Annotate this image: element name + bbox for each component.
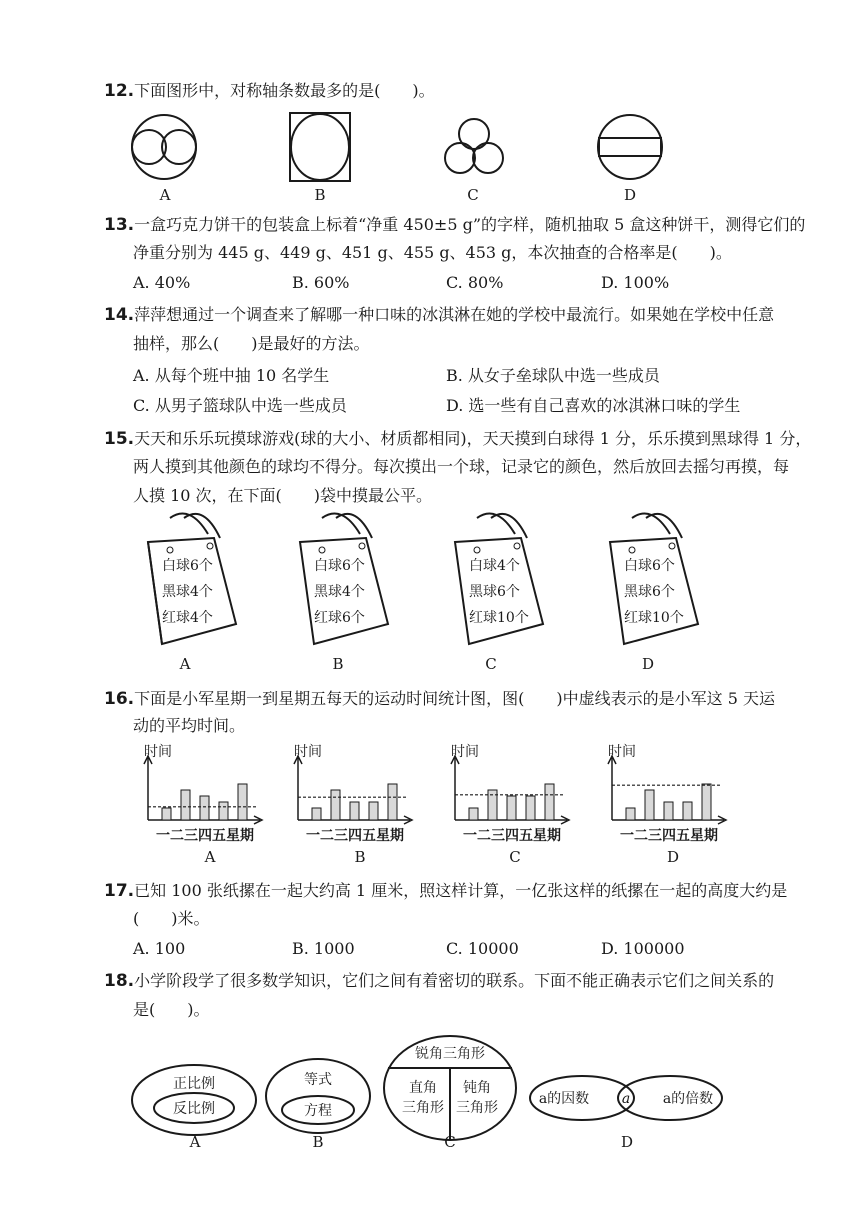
bag-a-line-2: 黑球4个: [162, 584, 213, 600]
q15-line2: 两人摸到其他颜色的球均不得分。每次摸出一个球，记录它的颜色，然后放回去摇匀再摸，每: [133, 457, 790, 476]
q13-line2: 净重分别为 445 g、449 g、451 g、455 g、453 g，本次抽查的合格率是( )。: [133, 243, 732, 262]
venn-c-right-1: 钝角: [463, 1080, 491, 1096]
q12-number: 12.: [104, 81, 135, 101]
bag-b-line-3: 红球6个: [314, 610, 365, 626]
bag-a-line-1: 白球6个: [162, 558, 213, 574]
q14-option-b: B. 从女子垒球队中选一些成员: [446, 366, 660, 385]
venn-b: [266, 1059, 370, 1133]
bag-d-line-2: 黑球6个: [624, 584, 675, 600]
bag-c-line-1: 白球4个: [469, 558, 520, 574]
venn-b-inner: 方程: [304, 1103, 332, 1119]
q17-option-b: B. 1000: [292, 939, 355, 958]
chart-c-x-label: 一二三四五星期: [463, 828, 561, 844]
q13-number: 13.: [104, 215, 135, 235]
chart-b-bar-4: [369, 802, 378, 820]
q14-option-a: A. 从每个班中抽 10 名学生: [133, 366, 330, 385]
q13-option-d: D. 100%: [601, 273, 670, 292]
q13-text-1: 一盒巧克力饼干的包装盒上标着“净重 450±5 g”的字样，随机抽取 5 盒这种饼干，测得它们的: [134, 215, 806, 234]
venn-d-right: a的倍数: [662, 1091, 714, 1107]
q18-label-c: C: [444, 1133, 456, 1151]
q17-option-d: D. 100000: [601, 939, 685, 958]
chart-a-bar-4: [219, 802, 228, 820]
q14-text-1: 萍萍想通过一个调查来了解哪一种口味的冰淇淋在她的学校中最流行。如果她在学校中任意: [134, 305, 775, 324]
q16-charts: [0, 740, 860, 860]
bag-d-line-1: 白球6个: [624, 558, 675, 574]
bag-b: [300, 514, 388, 644]
bag-b-line-2: 黑球4个: [314, 584, 365, 600]
bag-b-line-1: 白球6个: [314, 558, 365, 574]
venn-a-inner: 反比例: [173, 1101, 215, 1117]
bag-a-line-3: 红球4个: [162, 610, 213, 626]
chart-a-bar-1: [162, 808, 171, 820]
chart-a-bar-5: [238, 784, 247, 820]
venn-c-right-2: 三角形: [456, 1100, 498, 1116]
q17-option-a: A. 100: [133, 939, 186, 958]
q12-label-c: C: [467, 186, 479, 204]
q14-option-c: C. 从男子篮球队中选一些成员: [133, 396, 347, 415]
chart-a-bar-2: [181, 790, 190, 820]
q18-number: 18.: [104, 971, 135, 991]
q16-label-d: D: [666, 848, 680, 866]
q16-label-c: C: [509, 848, 521, 866]
chart-c-bar-5: [545, 784, 554, 820]
bag-c-line-3: 红球10个: [469, 610, 529, 626]
chart-b-x-label: 一二三四五星期: [306, 828, 404, 844]
q18-label-b: B: [312, 1133, 324, 1151]
chart-b-bar-2: [331, 790, 340, 820]
chart-b-bar-5: [388, 784, 397, 820]
chart-c-bar-3: [507, 796, 516, 820]
q12-figure-a: [132, 115, 196, 179]
q15-number: 15.: [104, 429, 135, 449]
chart-d-bar-4: [683, 802, 692, 820]
q17-text-1: 已知 100 张纸摞在一起大约高 1 厘米，照这样计算，一亿张这样的纸摞在一起的高度大约是: [134, 881, 788, 900]
q12-label-a: A: [159, 186, 171, 204]
venn-a-outer: 正比例: [173, 1076, 215, 1092]
q12-figure-d: [598, 115, 662, 179]
bag-b-label: B: [332, 655, 344, 673]
q16-line1: [104, 688, 775, 710]
q18-text-1: 小学阶段学了很多数学知识，它们之间有着密切的联系。下面不能正确表示它们之间关系的: [134, 971, 775, 990]
chart-d-bar-1: [626, 808, 635, 820]
venn-c-top: 锐角三角形: [415, 1046, 485, 1062]
q18-label-a: A: [189, 1133, 201, 1151]
chart-b-y-label: 时间: [294, 744, 322, 760]
bag-d: [610, 514, 698, 644]
q13-option-c: C. 80%: [446, 273, 504, 292]
q16-label-b: B: [354, 848, 366, 866]
bag-c-line-2: 黑球6个: [469, 584, 520, 600]
chart-b-bar-1: [312, 808, 321, 820]
chart-c-bar-4: [526, 796, 535, 820]
q18-diagrams: [0, 1030, 860, 1160]
venn-d-left: a的因数: [538, 1091, 590, 1107]
q12: [104, 80, 435, 102]
q13-option-b: B. 60%: [292, 273, 350, 292]
q13-option-a: A. 40%: [133, 273, 191, 292]
q18-line2: 是( )。: [133, 1000, 210, 1019]
chart-c-y-label: 时间: [451, 744, 479, 760]
q17-option-c: C. 10000: [446, 939, 519, 958]
q14-option-d: D. 选一些有自己喜欢的冰淇淋口味的学生: [446, 396, 741, 415]
q15-line1: [104, 428, 811, 450]
q12-figure-b: [290, 113, 350, 181]
venn-c-left-2: 三角形: [402, 1100, 444, 1116]
chart-d-bar-3: [664, 802, 673, 820]
q16-number: 16.: [104, 689, 135, 709]
q16-label-a: A: [204, 848, 216, 866]
q14-line1: [104, 304, 774, 326]
chart-b-bar-3: [350, 802, 359, 820]
bag-a: [148, 514, 236, 644]
bag-c-label: C: [485, 655, 497, 673]
q13-line1: [104, 214, 805, 236]
q16-line2: 动的平均时间。: [133, 716, 246, 735]
chart-d-x-label: 一二三四五星期: [620, 828, 718, 844]
q17-line2: ( )米。: [133, 909, 210, 928]
q12-label-d: D: [623, 186, 637, 204]
bag-a-label: A: [179, 655, 191, 673]
chart-a-bar-3: [200, 796, 209, 820]
q12-label-b: B: [314, 186, 326, 204]
q18-label-d: D: [620, 1133, 634, 1151]
venn-b-outer: 等式: [304, 1072, 332, 1088]
chart-a-x-label: 一二三四五星期: [156, 828, 254, 844]
q12-text: 下面图形中，对称轴条数最多的是( )。: [134, 81, 435, 100]
q17-line1: [104, 880, 787, 902]
chart-d-bar-2: [645, 790, 654, 820]
chart-d-bar-5: [702, 784, 711, 820]
q18-line1: [104, 970, 774, 992]
chart-d-y-label: 时间: [608, 744, 636, 760]
chart-a-y-label: 时间: [144, 744, 172, 760]
bag-d-line-3: 红球10个: [624, 610, 684, 626]
q12-figures: [0, 110, 860, 200]
bag-c: [455, 514, 543, 644]
venn-c-left-1: 直角: [409, 1080, 437, 1096]
q14-number: 14.: [104, 305, 135, 325]
q12-figure-c: [445, 119, 503, 173]
q16-text-1: 下面是小军星期一到星期五每天的运动时间统计图，图( )中虚线表示的是小军这 5 天运: [134, 689, 775, 708]
q15-bags: [0, 512, 860, 652]
q17-number: 17.: [104, 881, 135, 901]
venn-d-middle: a: [621, 1091, 631, 1107]
q14-line2: 抽样，那么( )是最好的方法。: [133, 334, 370, 353]
q15-text-1: 天天和乐乐玩摸球游戏(球的大小、材质都相同)，天天摸到白球得 1 分，乐乐摸到黑球得 1 分，: [134, 429, 812, 448]
chart-c-bar-1: [469, 808, 478, 820]
q15-line3: 人摸 10 次，在下面( )袋中摸最公平。: [133, 486, 433, 505]
bag-d-label: D: [641, 655, 655, 673]
